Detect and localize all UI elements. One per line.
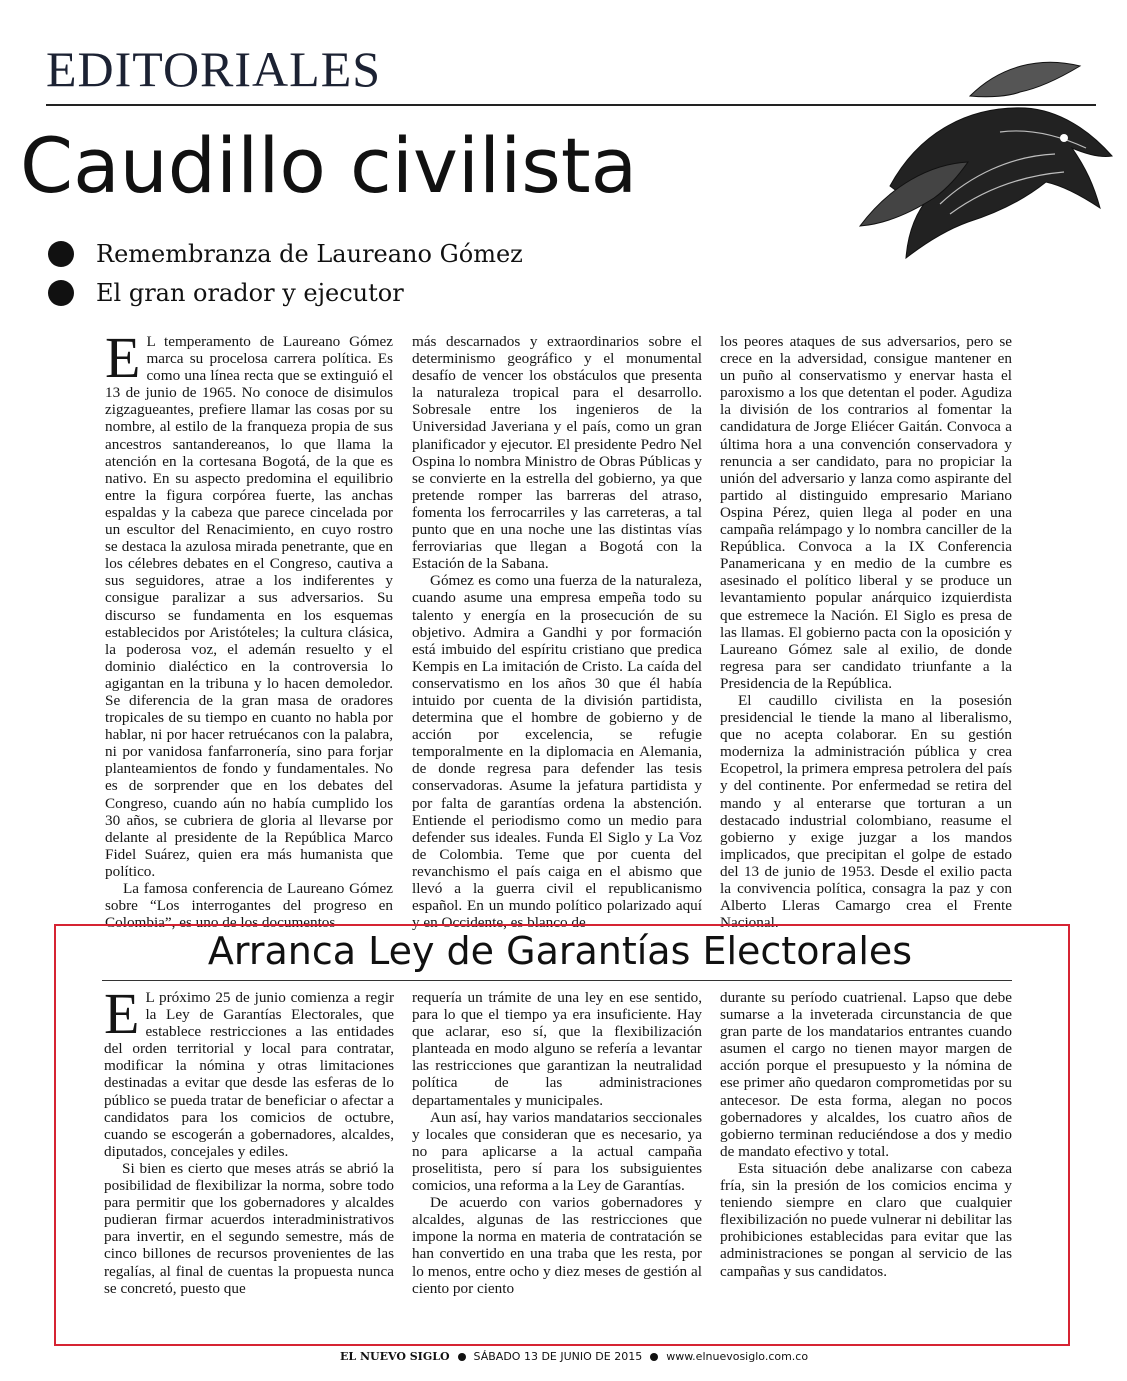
- bullet-icon: [48, 280, 74, 306]
- subtitle-bullet: [48, 241, 523, 267]
- subtitle-bullet: [48, 280, 404, 306]
- separator-dot-icon: [650, 1353, 658, 1361]
- editorial-column-1: [105, 325, 393, 932]
- horse-illustration: [850, 36, 1120, 266]
- paragraph: requería un trámite de una ley en ese sentido, para lo que el tiempo ya era insuficiente. Hay que aclarar, eso sí, que la flexibilización planteada en modo alguno se refería a levantar las restricciones que garantizan la neutralidad política de las administraciones departamentales y municipales.: [412, 989, 702, 1109]
- drop-cap: E: [104, 981, 140, 1046]
- editorial-title: Caudillo civilista: [20, 121, 638, 210]
- paragraph: La famosa conferencia de Laureano Gómez sobre “Los interrogantes del progreso en Colombia”, es uno de los documentos: [105, 880, 393, 932]
- paragraph: Aun así, hay varios mandatarios seccionales y locales que consideran que es necesario, ya no para aplicarse a la actual campaña proselitista, pero sí para los subsiguientes comicios, una reforma a la Ley de Garantías.: [412, 1108, 702, 1195]
- bullet-icon: [48, 241, 74, 267]
- paragraph: El caudillo civilista en la posesión presidencial le tiende la mano al liberalismo, que no acepta colaborar. En su gestión moderniza la administración pública y crea Ecopetrol, la primera empresa petrolera del país y del continente. Por enfermedad se retira del mando y al enterarse que torturan a un destacado industrial colombiano, reasume el gobierno y exige juzgar a los mandos implicados, que precipitan el golpe de estado del 13 de junio de 1953. Desde el exilio pacta la convivencia política, consagra la paz y con Alberto Lleras Camargo crea el Frente Nacional.: [720, 691, 1012, 932]
- editorial-column-3: [720, 333, 1012, 931]
- editorial-2-column-1: [104, 981, 394, 1297]
- subtitle-text: El gran orador y ejecutor: [96, 279, 404, 307]
- paragraph: De acuerdo con varios gobernadores y alcaldes, algunas de las restricciones que impone la norma en materia de contratación se han convertido en una traba que les resta, por lo menos, entre ocho y diez meses de gestión al ciento por ciento: [412, 1194, 702, 1297]
- editorial-column-2: [412, 333, 702, 931]
- separator-dot-icon: [458, 1353, 466, 1361]
- paragraph: L próximo 25 de junio comienza a regir la Ley de Garantías Electorales, que establece restricciones a las entidades del orden territorial y local para contratar, modificar la nómina y otras limitaciones destinadas a evitar que desde las esferas de lo público se pueda tratar de beneficiar o afectar a candidatos para los comicios de octubre, cuando se escogerán a gobernadores, alcaldes, diputados, concejales y ediles.: [104, 989, 394, 1160]
- paragraph: Gómez es como una fuerza de la naturaleza, cuando asume una empresa empeña todo su talento y energía en la prosecución de su objetivo. Admira a Gandhi y por formación está imbuido del espíritu cristiano que predica Kempis en La imitación de Cristo. La caída del conservatismo en los años 30 que él había intuido por cuenta de la división partidista, determina que el hombre de gobierno y de acción por excelencia, se refugie temporalmente en la diplomacia en Alemania, de donde regresa para defender las tesis conservadoras. Asume la jefatura partidista y por falta de garantías ordena la abstención. Entiende el periodismo como un medio para defender sus ideales. Funda El Siglo y La Voz de Colombia. Teme que por cuenta del revanchismo el país caiga en el abismo que llevó a la guerra civil el republicanismo español. En un mundo político polarizado aquí y en Occidente, es blanco de: [412, 572, 702, 932]
- drop-cap: E: [105, 325, 141, 390]
- subtitle-text: Remembranza de Laureano Gómez: [96, 240, 523, 268]
- editorial-2-column-3: [720, 989, 1012, 1280]
- newspaper-brand: EL NUEVO SIGLO: [340, 1350, 450, 1363]
- website-url: www.elnuevosiglo.com.co: [666, 1350, 809, 1363]
- paragraph: L temperamento de Laureano Gómez marca su procelosa carrera política. Es como una línea recta que se extinguió el 13 de junio de 1965. No conoce de disimulos zigzagueantes, prefiere llamar las cosas por su nombre, al estilo de la franqueza propia de sus ancestros santandereanos, lo que llama la atención en la cortesana Bogotá, de la que es nativo. En su aspecto predomina el equilibrio entre la figura corpórea fuerte, las anchas espaldas y la cabeza que parece cincelada por un escultor del Renacimiento, en cuyo rostro se destaca la azulosa mirada penetrante, que en los célebres debates en el Congreso, cautiva a sus seguidores, atrae a los indiferentes y consigue paralizar a sus adversarios. Su discurso se fundamenta en los esquemas establecidos por Aristóteles; la cultura clásica, la poderosa voz, el ademán resuelto y el dominio dialéctico en la controversia lo agigantan en la tribuna y lo hacen demoledor. Se diferencia de la gran masa de oradores tropicales de su tiempo en cuanto no habla por hablar, ni por hacer retruécanos con la palabra, ni por vanidosa fanfarronería, sino para forjar planteamientos de fondo y fundamentales. No es de sorprender que en los debates del Congreso, cuando aún no había cumplido los 30 años, se cubriera de gloria al llevarse por delante al presidente de la República Marco Fidel Suárez, quien era más humanista que político.: [105, 333, 393, 880]
- issue-date: SÁBADO 13 DE JUNIO DE 2015: [473, 1350, 643, 1363]
- paragraph: durante su período cuatrienal. Lapso que debe sumarse a la inveterada circunstancia de que gran parte de los mandatarios entrantes cuando asumen el cargo no tienen mayor margen de acción porque el presupuesto y la nómina de ese primer año quedaron comprometidas por su antecesor. De esta forma, alegan no pocos gobernadores y alcaldes, los cuatro años de gobierno terminan reduciéndose a dos y medio de mandato efectivo y total.: [720, 989, 1012, 1160]
- editorial-2-title: Arranca Ley de Garantías Electorales: [207, 929, 913, 973]
- editorial-2-column-2: [412, 989, 702, 1297]
- page-footer: [340, 1350, 808, 1363]
- paragraph: los peores ataques de sus adversarios, pero se crece en la adversidad, consigue mantener en un puño al conservatismo y enervar hasta el paroxismo a los que detentan el poder. Agudiza la división de los contrarios al fomentar la candidatura de Jorge Eliécer Gaitán. Convoca a última hora a una convención conservadora y renuncia a ser candidato, para no propiciar la unión del adversario y lanza como aspirante del partido al distinguido empresario Mariano Ospina Pérez, quien llega al poder en una campaña relámpago y lo nombra canciller de la República. Convoca a la IX Conferencia Panamericana y en medio de la cumbre es asesinado el político liberal y se produce un levantamiento popular anárquico izquierdista que estremece la Nación. El Siglo es presa de las llamas. El gobierno pacta con la oposición y Laureano Gómez sale al exilio, de donde regresa para ser candidato triunfante a la Presidencia de la República.: [720, 333, 1012, 692]
- section-heading: EDITORIALES: [46, 41, 382, 97]
- paragraph: Esta situación debe analizarse con cabeza fría, sin la presión de los comicios encima y teniendo siempre en claro que cualquier flexibilización no puede vulnerar ni debilitar las prohibiciones establecidas para evitar que las administraciones se pongan al servicio de las campañas y sus candidatos.: [720, 1159, 1012, 1280]
- paragraph: Si bien es cierto que meses atrás se abrió la posibilidad de flexibilizar la norma, sobre todo para permitir que los gobernadores y alcaldes pudieran firmar acuerdos interadministrativos para invertir, en el segundo semestre, más de cinco billones de recursos provenientes de las regalías, al final de cuentas la propuesta nunca se concretó, puesto que: [104, 1159, 394, 1297]
- paragraph: más descarnados y extraordinarios sobre el determinismo geográfico y el monumental desafío de vencer los obstáculos que presenta la naturaleza tropical para el desarrollo. Sobresale entre los ingenieros de la Universidad Javeriana y el país, como un gran planificador y ejecutor. El presidente Pedro Nel Ospina lo nombra Ministro de Obras Públicas y se convierte en la estrella del gobierno, ya que pretende romper las barreras del atraso, fomenta los ferrocarriles y las carreteras, a tal punto que en una noche une las distintas vías ferroviarias que llegan a Bogotá con la Estación de la Sabana.: [412, 333, 702, 573]
- box-title-divider: [102, 980, 1012, 981]
